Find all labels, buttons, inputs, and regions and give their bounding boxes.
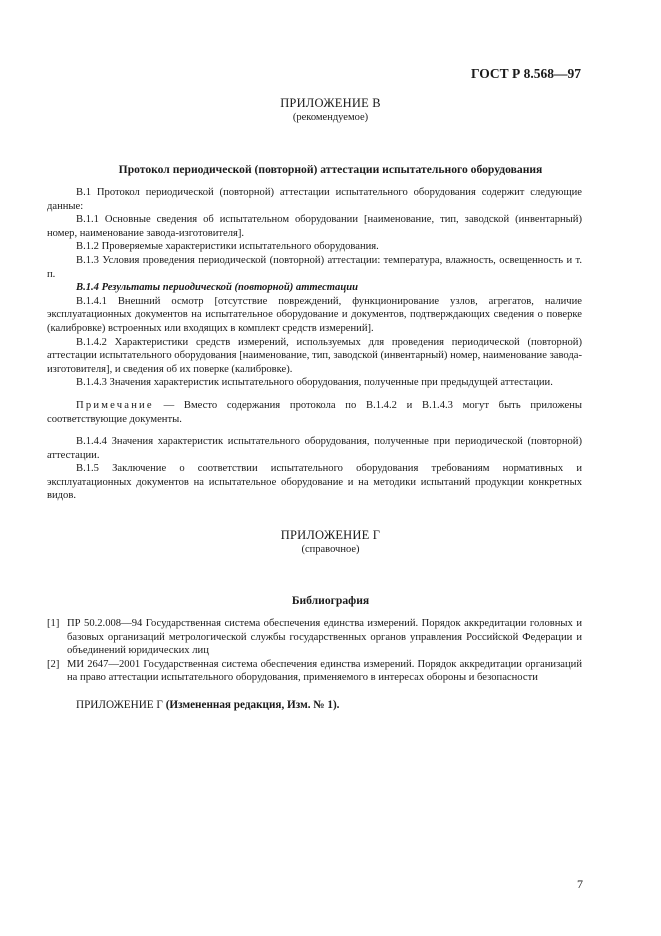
spacer [47,390,582,399]
bibliography-item-text: ПР 50.2.008—94 Государственная система обеспечения единства измерений. Порядок аккредитации головных и базовых организаций метрологической службы государственных органов управления Российской Федерации и объединений юридических лиц [67,618,582,657]
page-number: 7 [577,877,583,891]
note-paragraph [47,399,582,426]
note-text: — Вместо содержания протокола по В.1.4.2 и В.1.4.3 могут быть приложены соответствующие документы. [47,399,582,425]
paragraph-b1-4-4: В.1.4.4 Значения характеристик испытательного оборудования, полученные при периодической (повторной) аттестации. [47,436,582,461]
paragraph-b1-1: В.1.1 Основные сведения об испытательном оборудовании [наименование, тип, заводской (инвентарный) номер, наименование завода-изготовителя]. [47,214,582,239]
paragraph-b1-2: В.1.2 Проверяемые характеристики испытательного оборудования. [76,241,379,253]
paragraph-b1-5: В.1.5 Заключение о соответствии испытательного оборудования требованиям нормативных и эксплуатационных документов на испытательное оборудование и на методики испытаний продукции конкретных видов. [47,463,582,502]
spacer [47,426,582,435]
bibliography-item [47,658,582,685]
amendment-note [76,699,339,711]
appendix-b-section-heading: Протокол периодической (повторной) аттестации испытательного оборудования [118,163,543,176]
appendix-b-heading-block [0,96,661,123]
document-code-header: ГОСТ Р 8.568—97 [470,66,581,81]
paragraph-b1-4-3: В.1.4.3 Значения характеристик испытательного оборудования, полученные при предыдущей аттестации. [76,377,553,389]
paragraph-b1-3: В.1.3 Условия проведения периодической (повторной) аттестации: температура, влажность, освещенность и т. п. [47,254,582,280]
paragraph-b1-4-1: В.1.4.1 Внешний осмотр [отсутствие повреждений, функционирование узлов, агрегатов, наличие эксплуатационных документов на испытательное оборудование и документов, подтверждающих сведения о поверке (калибровке) встроенных или входящих в комплект средств измерений]. [47,295,582,334]
amendment-note-bold: (Измененная редакция, Изм. № 1). [162,699,340,711]
bibliography-heading: Библиография [291,594,370,607]
appendix-g-subtitle: (справочное) [301,544,360,555]
bibliography-item-number: [2] [47,658,60,670]
paragraph-b1-4-heading: В.1.4 Результаты периодической (повторной) аттестации [76,282,359,294]
bibliography-item [47,617,582,658]
appendix-g-heading-block [0,528,661,555]
appendix-b-title: ПРИЛОЖЕНИЕ В [280,96,381,110]
note-label: Примечание [76,399,154,411]
bibliography-item-text: МИ 2647—2001 Государственная система обеспечения единства измерений. Порядок аккредитации организаций на право аттестации испытательного оборудования, применяемого в интересах обороны и безопасности [67,658,582,684]
paragraph-b1: В.1 Протокол периодической (повторной) аттестации испытательного оборудования содержит следующие данные: [47,187,582,212]
appendix-b-body [47,186,582,503]
appendix-g-title: ПРИЛОЖЕНИЕ Г [280,528,381,542]
bibliography-item-number: [1] [47,618,60,629]
paragraph-b1-4-2: В.1.4.2 Характеристики средств измерений, используемых для проведения периодической (повторной) аттестации испытательного оборудования [наименование, тип, заводской (инвентарный) номер, наименование завода-изготовителя], и сведения об их поверке (калибровке). [47,336,582,375]
bibliography-list [47,617,582,685]
appendix-b-subtitle: (рекомендуемое) [292,112,369,123]
amendment-note-prefix: ПРИЛОЖЕНИЕ Г [76,699,163,711]
